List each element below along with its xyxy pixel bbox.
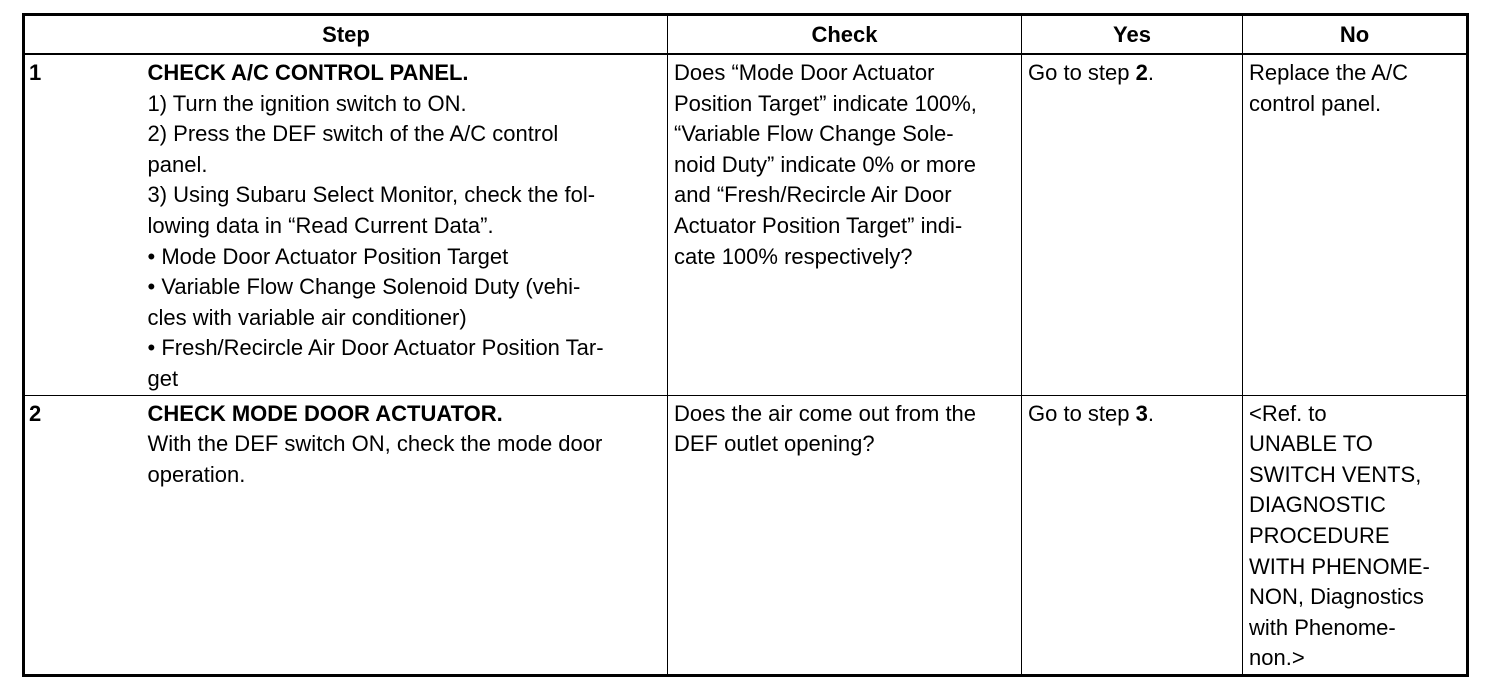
header-check: Check — [668, 15, 1022, 55]
check-cell — [668, 395, 1022, 675]
no-line: <Ref. to — [1249, 400, 1327, 426]
step-line: 2) Press the DEF switch of the A/C control — [147, 121, 559, 147]
no-line: PROCEDURE — [1249, 522, 1390, 548]
check-line: Actuator Position Target” indi- — [674, 212, 963, 238]
no-line: UNABLE TO — [1249, 431, 1373, 457]
table-row — [24, 54, 1468, 395]
check-line: Position Target” indicate 100%, — [674, 90, 977, 116]
table-row — [24, 395, 1468, 675]
step-line: cles with variable air conditioner) — [147, 304, 467, 330]
no-line: NON, Diagnostics — [1249, 584, 1424, 610]
check-line: “Variable Flow Change Sole- — [674, 121, 954, 147]
step-line: 1) Turn the ignition switch to ON. — [147, 90, 467, 116]
yes-prefix: Go to step — [1028, 400, 1136, 426]
diagnostic-procedure-table — [22, 13, 1469, 677]
step-line: panel. — [147, 151, 208, 177]
check-line: cate 100% respectively? — [674, 243, 913, 269]
no-line: Replace the A/C — [1249, 60, 1408, 85]
yes-suffix: . — [1147, 60, 1154, 85]
step-line: lowing data in “Read Current Data”. — [147, 212, 494, 238]
no-line: non.> — [1249, 645, 1305, 671]
check-line: noid Duty” indicate 0% or more — [674, 151, 977, 177]
step-bullet: • Variable Flow Change Solenoid Duty (vehi- — [147, 274, 581, 300]
yes-suffix: . — [1147, 400, 1154, 426]
header-step: Step — [24, 15, 668, 55]
yes-step-link: 3 — [1135, 400, 1148, 426]
step-number: 2 — [24, 395, 146, 675]
no-line: DIAGNOSTIC — [1249, 492, 1386, 518]
no-line: with Phenome- — [1249, 614, 1396, 640]
step-description — [146, 54, 668, 395]
yes-cell — [1022, 395, 1243, 675]
check-line: DEF outlet opening? — [674, 431, 875, 457]
step-bullet: • Mode Door Actuator Position Target — [147, 243, 509, 269]
header-no: No — [1243, 15, 1468, 55]
yes-step-link: 2 — [1135, 60, 1148, 85]
no-line: SWITCH VENTS, — [1249, 461, 1422, 487]
no-cell — [1243, 395, 1468, 675]
no-line: control panel. — [1249, 90, 1382, 116]
no-line: WITH PHENOME- — [1249, 553, 1430, 579]
step-description — [146, 395, 668, 675]
step-number: 1 — [24, 54, 146, 395]
header-row — [24, 15, 1468, 55]
step-line: With the DEF switch ON, check the mode door — [147, 431, 603, 457]
step-title: CHECK MODE DOOR ACTUATOR. — [147, 400, 503, 426]
check-line: Does the air come out from the — [674, 400, 977, 426]
header-yes: Yes — [1022, 15, 1243, 55]
step-line: operation. — [147, 461, 246, 487]
step-title: CHECK A/C CONTROL PANEL. — [147, 60, 469, 85]
no-cell — [1243, 54, 1468, 395]
step-line: get — [147, 365, 179, 391]
step-line: 3) Using Subaru Select Monitor, check the fol- — [147, 182, 596, 208]
yes-prefix: Go to step — [1028, 60, 1136, 85]
step-bullet: • Fresh/Recircle Air Door Actuator Position Tar- — [147, 335, 604, 361]
check-line: Does “Mode Door Actuator — [674, 60, 935, 85]
yes-cell — [1022, 54, 1243, 395]
check-line: and “Fresh/Recircle Air Door — [674, 182, 952, 208]
check-cell — [668, 54, 1022, 395]
